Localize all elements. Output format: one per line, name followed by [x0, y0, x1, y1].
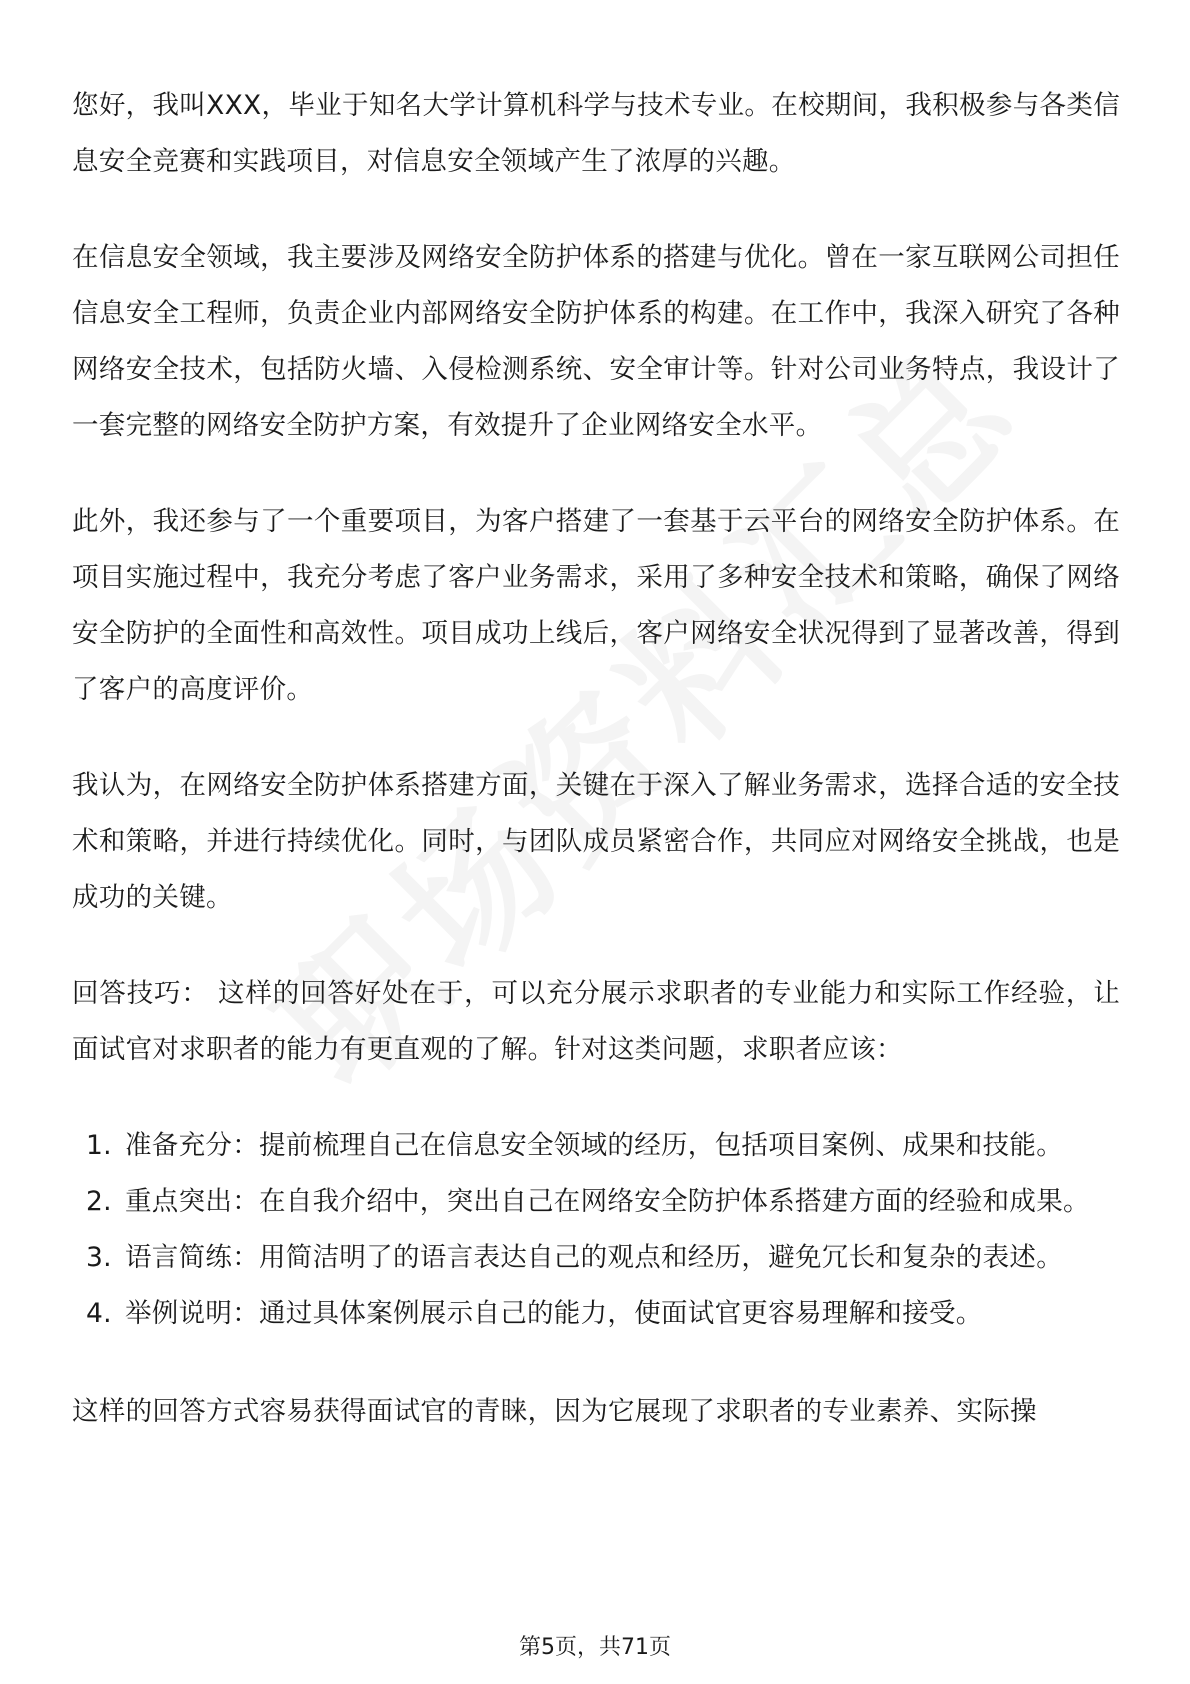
opinion-paragraph: 我认为，在网络安全防护体系搭建方面，关键在于深入了解业务需求，选择合适的安全技术和策略，并进行持续优化。同时，与团队成员紧密合作，共同应对网络安全挑战，也是成功的关键。	[72, 770, 1120, 913]
document-body	[72, 78, 1120, 1480]
list-item-text: 准备充分：提前梳理自己在信息安全领域的经历，包括项目案例、成果和技能。	[125, 1130, 1063, 1161]
list-item	[72, 1230, 1120, 1286]
list-item-number: 3.	[86, 1242, 112, 1273]
list-item-number: 2.	[86, 1186, 112, 1217]
page-number-footer: 第5页，共71页	[519, 1635, 671, 1660]
list-item	[72, 1174, 1120, 1230]
list-item-text: 重点突出：在自我介绍中，突出自己在网络安全防护体系搭建方面的经验和成果。	[125, 1186, 1090, 1217]
answer-tips-paragraph: 回答技巧： 这样的回答好处在于，可以充分展示求职者的专业能力和实际工作经验，让面试官对求职者的能力有更直观的了解。针对这类问题，求职者应该：	[72, 978, 1120, 1065]
list-item-number: 4.	[86, 1298, 112, 1329]
list-item	[72, 1118, 1120, 1174]
tips-list	[72, 1118, 1120, 1342]
list-item-number: 1.	[86, 1130, 112, 1161]
experience-paragraph: 在信息安全领域，我主要涉及网络安全防护体系的搭建与优化。曾在一家互联网公司担任信息安全工程师，负责企业内部网络安全防护体系的构建。在工作中，我深入研究了各种网络安全技术，包括防火墙、入侵检测系统、安全审计等。针对公司业务特点，我设计了一套完整的网络安全防护方案，有效提升了企业网络安全水平。	[72, 242, 1120, 441]
list-item-text: 语言简练：用简洁明了的语言表达自己的观点和经历，避免冗长和复杂的表述。	[125, 1242, 1063, 1273]
intro-paragraph: 您好，我叫XXX，毕业于知名大学计算机科学与技术专业。在校期间，我积极参与各类信息安全竞赛和实践项目，对信息安全领域产生了浓厚的兴趣。	[72, 90, 1120, 177]
closing-paragraph: 这样的回答方式容易获得面试官的青睐，因为它展现了求职者的专业素养、实际操	[72, 1396, 1037, 1427]
list-item	[72, 1286, 1120, 1342]
project-paragraph: 此外，我还参与了一个重要项目，为客户搭建了一套基于云平台的网络安全防护体系。在项目实施过程中，我充分考虑了客户业务需求，采用了多种安全技术和策略，确保了网络安全防护的全面性和高效性。项目成功上线后，客户网络安全状况得到了显著改善，得到了客户的高度评价。	[72, 506, 1120, 705]
list-item-text: 举例说明：通过具体案例展示自己的能力，使面试官更容易理解和接受。	[125, 1298, 983, 1329]
